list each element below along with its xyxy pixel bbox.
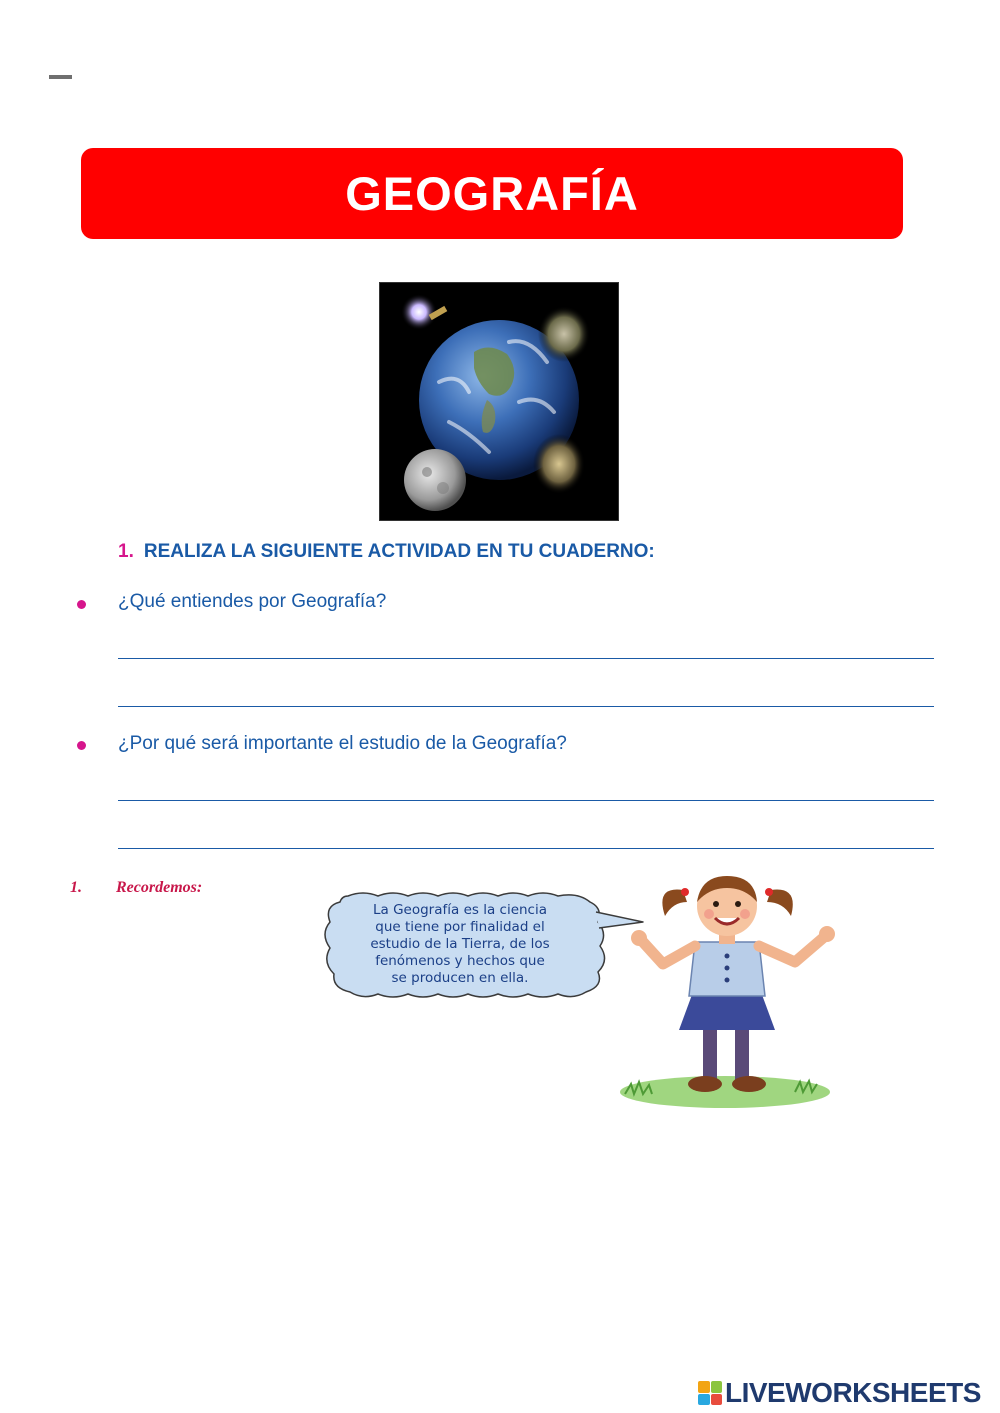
bullet-icon xyxy=(77,600,86,609)
answer-line-2b[interactable] xyxy=(118,848,934,849)
bubble-line: se producen en ella. xyxy=(391,970,529,986)
bubble-text xyxy=(326,902,594,987)
answer-line-1b[interactable] xyxy=(118,706,934,707)
answer-line-1a[interactable] xyxy=(118,658,934,659)
recall-label: Recordemos: xyxy=(116,879,203,896)
activity-heading-text: REALIZA LA SIGUIENTE ACTIVIDAD EN TU CUADERNO: xyxy=(143,541,655,562)
question-2: ¿Por qué será importante el estudio de la Geografía? xyxy=(118,733,567,754)
question-1: ¿Qué entiendes por Geografía? xyxy=(118,591,387,612)
activity-number: 1. xyxy=(118,541,134,562)
recall-number: 1. xyxy=(70,879,82,896)
answer-line-2a[interactable] xyxy=(118,800,934,801)
bubble-line: La Geografía es la ciencia xyxy=(373,902,547,918)
bubble-line: estudio de la Tierra, de los xyxy=(370,936,550,952)
recall-heading xyxy=(70,879,202,897)
girl-illustration xyxy=(615,872,850,1112)
page-title: GEOGRAFÍA xyxy=(345,167,639,220)
bullet-icon xyxy=(77,741,86,750)
corner-dash xyxy=(49,75,72,79)
bubble-line: fenómenos y hechos que xyxy=(375,953,545,969)
activity-heading xyxy=(118,541,655,563)
liveworksheets-logo xyxy=(698,1378,981,1408)
liveworksheets-logo-icon xyxy=(698,1381,722,1405)
logo-text: LIVEWORKSHEETS xyxy=(725,1377,981,1408)
earth-image xyxy=(379,282,619,521)
bubble-line: que tiene por finalidad el xyxy=(375,919,545,935)
title-banner xyxy=(81,148,903,239)
